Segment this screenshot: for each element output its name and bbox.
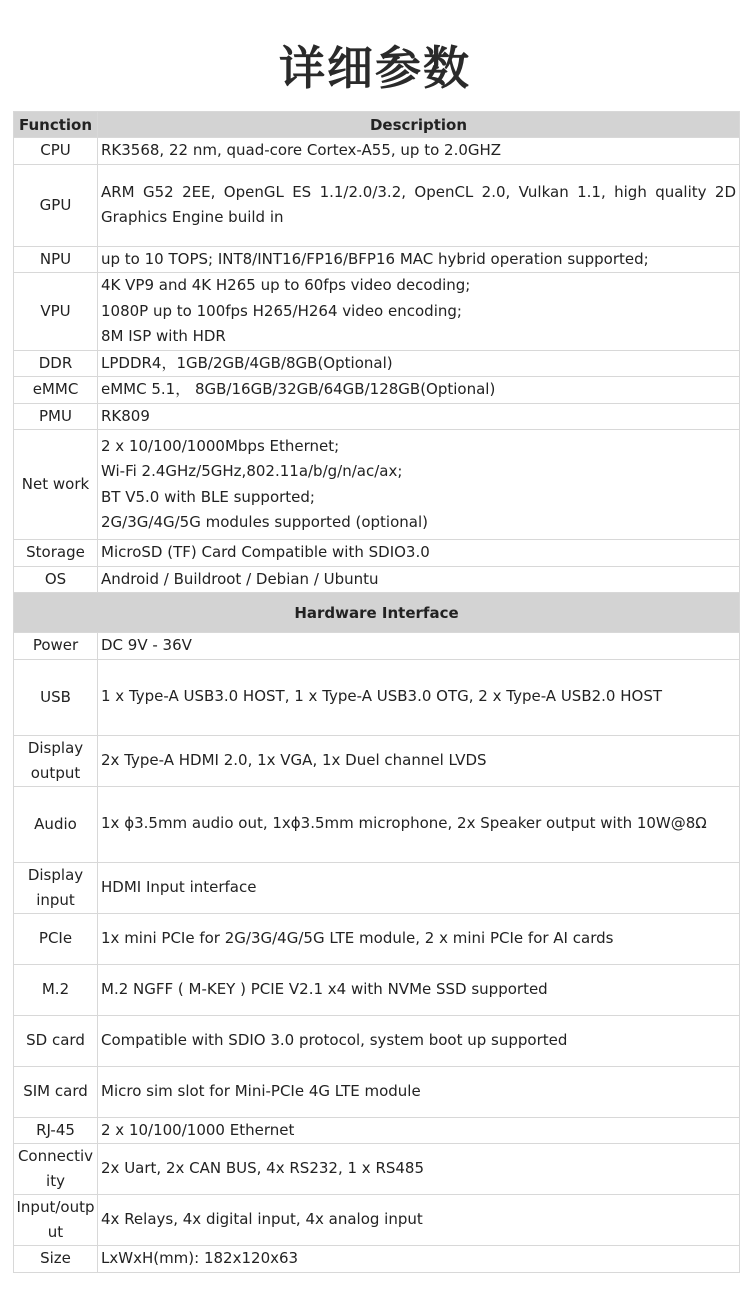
description-cell: Micro sim slot for Mini-PCIe 4G LTE module [98,1066,740,1117]
function-cell: M.2 [14,964,98,1015]
function-cell: CPU [14,138,98,165]
description-cell: ARM G52 2EE, OpenGL ES 1.1/2.0/3.2, OpenCL 2.0, Vulkan 1.1, high quality 2D Graphics Engine build in [98,164,740,246]
description-cell: RK809 [98,403,740,430]
description-cell: 4x Relays, 4x digital input, 4x analog input [98,1195,740,1246]
function-cell: Power [14,633,98,660]
table-row [14,350,740,377]
table-row [14,1144,740,1195]
table-row [14,377,740,404]
function-cell: SIM card [14,1066,98,1117]
table-row [14,862,740,913]
function-cell: Storage [14,540,98,567]
table-row [14,1246,740,1273]
description-cell: HDMI Input interface [98,862,740,913]
function-cell: PCIe [14,913,98,964]
function-cell: PMU [14,403,98,430]
column-header-description: Description [98,112,740,138]
table-row [14,659,740,735]
table-row [14,246,740,273]
function-cell: Display output [14,735,98,786]
table-row [14,1195,740,1246]
description-cell: MicroSD (TF) Card Compatible with SDIO3.0 [98,540,740,567]
function-cell: eMMC [14,377,98,404]
description-cell: LPDDR4，1GB/2GB/4GB/8GB(Optional) [98,350,740,377]
description-cell: 1x mini PCIe for 2G/3G/4G/5G LTE module, 2 x mini PCIe for AI cards [98,913,740,964]
table-row [14,164,740,246]
function-cell: Size [14,1246,98,1273]
function-cell: Input/output [14,1195,98,1246]
table-row [14,430,740,540]
table-row [14,735,740,786]
description-cell: 2 x 10/100/1000 Ethernet [98,1117,740,1144]
table-row [14,540,740,567]
page-title: 详细参数 [279,41,471,95]
function-cell: USB [14,659,98,735]
table-row [14,1015,740,1066]
table-row [14,964,740,1015]
section-header-hardware-interface: Hardware Interface [14,593,740,633]
function-cell: SD card [14,1015,98,1066]
function-cell: RJ-45 [14,1117,98,1144]
table-row [14,403,740,430]
table-row [14,913,740,964]
function-cell: VPU [14,273,98,351]
function-cell: Display input [14,862,98,913]
description-cell: Compatible with SDIO 3.0 protocol, system boot up supported [98,1015,740,1066]
function-cell: Audio [14,786,98,862]
description-cell: Android / Buildroot / Debian / Ubuntu [98,566,740,593]
function-cell: OS [14,566,98,593]
function-cell: NPU [14,246,98,273]
description-cell: LxWxH(mm): 182x120x63 [98,1246,740,1273]
description-cell: 2 x 10/100/1000Mbps Ethernet; Wi-Fi 2.4GHz/5GHz,802.11a/b/g/n/ac/ax; BT V5.0 with BLE supported; 2G/3G/4G/5G modules supported (optional) [98,430,740,540]
table-row [14,1117,740,1144]
description-cell: 1 x Type-A USB3.0 HOST, 1 x Type-A USB3.0 OTG, 2 x Type-A USB2.0 HOST [98,659,740,735]
table-row [14,138,740,165]
description-cell: M.2 NGFF ( M-KEY ) PCIE V2.1 x4 with NVMe SSD supported [98,964,740,1015]
column-header-function: Function [14,112,98,138]
description-cell: 1x ϕ3.5mm audio out, 1xϕ3.5mm microphone, 2x Speaker output with 10W@8Ω [98,786,740,862]
table-row [14,786,740,862]
spec-table [13,111,740,1273]
description-cell: 2x Uart, 2x CAN BUS, 4x RS232, 1 x RS485 [98,1144,740,1195]
description-cell: DC 9V - 36V [98,633,740,660]
function-cell: DDR [14,350,98,377]
description-cell: 2x Type-A HDMI 2.0, 1x VGA, 1x Duel channel LVDS [98,735,740,786]
table-header-row [14,112,740,138]
table-row [14,633,740,660]
description-cell: eMMC 5.1， 8GB/16GB/32GB/64GB/128GB(Optional) [98,377,740,404]
table-row [14,566,740,593]
description-cell: 4K VP9 and 4K H265 up to 60fps video decoding; 1080P up to 100fps H265/H264 video encoding; 8M ISP with HDR [98,273,740,351]
function-cell: Net work [14,430,98,540]
description-cell: RK3568, 22 nm, quad-core Cortex-A55, up to 2.0GHZ [98,138,740,165]
function-cell: GPU [14,164,98,246]
section-header-row [14,593,740,633]
description-cell: up to 10 TOPS; INT8/INT16/FP16/BFP16 MAC hybrid operation supported; [98,246,740,273]
function-cell: Connectivity [14,1144,98,1195]
table-row [14,1066,740,1117]
table-row [14,273,740,351]
